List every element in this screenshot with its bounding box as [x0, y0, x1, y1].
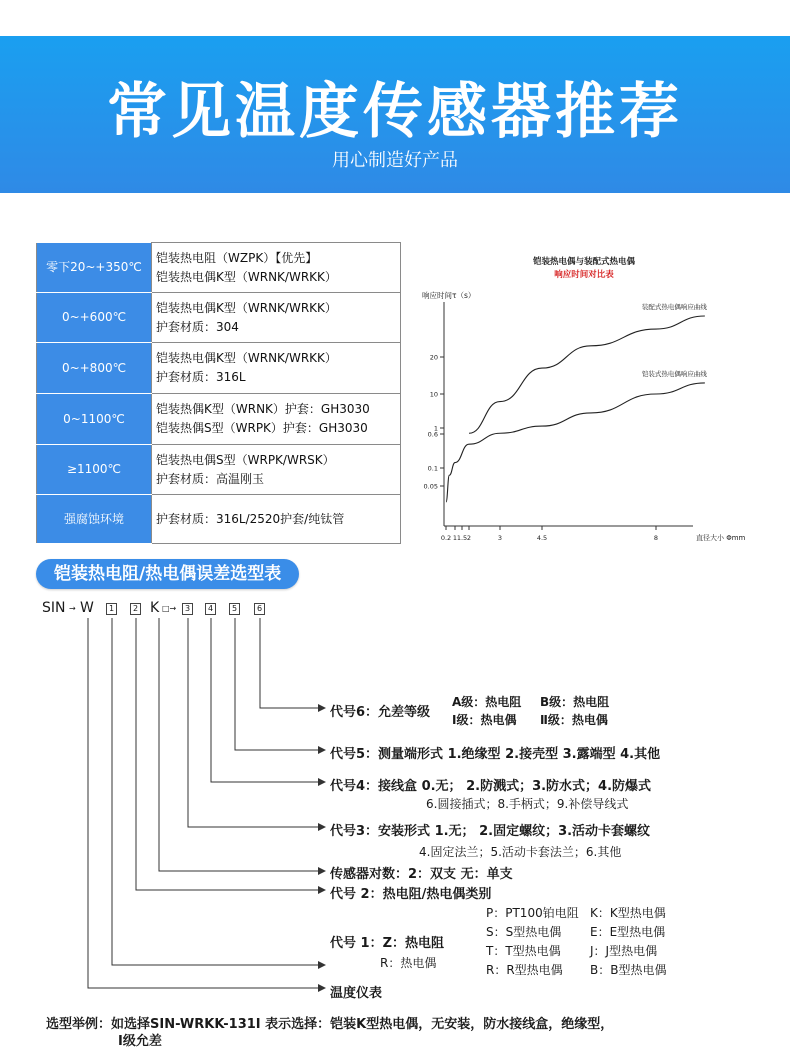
range-cell: 0~+600℃ — [37, 293, 152, 343]
connector-5 — [235, 618, 318, 750]
code-box-6: 6 — [254, 603, 265, 615]
connector-instrument — [88, 618, 318, 988]
range-cell: 0~+800℃ — [37, 343, 152, 394]
y-tick-label: 20 — [429, 353, 438, 362]
arrow-5 — [318, 746, 326, 754]
table-row — [37, 243, 401, 293]
x-tick-label: 1 — [452, 534, 458, 542]
spec-cell: 铠装热电偶K型（WRNK/WRKK） 护套材质：316L — [152, 343, 401, 394]
arrow-3 — [318, 823, 326, 831]
range-cell: 强腐蚀环境 — [37, 495, 152, 544]
range-cell: 0~1100℃ — [37, 394, 152, 445]
connector-1 — [112, 618, 318, 965]
code2-e: E：E型热电偶 — [590, 925, 666, 939]
code-box-4: 4 — [205, 603, 216, 615]
code2-p: P：PT100铂电阻 — [486, 906, 579, 920]
connector-3 — [188, 618, 318, 827]
y-tick-label: 1 — [433, 424, 438, 433]
table-row — [37, 394, 401, 445]
spec-cell: 铠装热偶K型（WRNK）护套：GH3030 铠装热偶S型（WRPK）护套：GH3030 — [152, 394, 401, 445]
model-w: W — [80, 600, 94, 616]
selection-diagram — [0, 590, 790, 1010]
sensor-pairs: 传感器对数：2：双支 无：单支 — [330, 867, 513, 882]
instrument-label: 温度仪表 — [330, 986, 383, 1001]
code1-z: 代号 1：Z：热电阻 — [330, 936, 444, 951]
code2-t: T：T型热电偶 — [486, 944, 561, 958]
table-row — [37, 293, 401, 343]
range-cell: ≥1100℃ — [37, 445, 152, 495]
code4-line2: 6.圆接插式；8.手柄式；9.补偿导线式 — [426, 797, 629, 811]
x-tick-label: 8 — [653, 534, 659, 542]
spec-cell: 铠装热电阻（WZPK）【优先】 铠装热电偶K型（WRNK/WRKK） — [152, 243, 401, 293]
example-line2: Ⅰ级允差 — [118, 1034, 162, 1049]
page-title: 常见温度传感器推荐 — [107, 77, 683, 147]
arrow-4 — [318, 778, 326, 786]
model-prefix: SIN — [42, 600, 66, 616]
series-line-armored — [446, 383, 705, 502]
code2-k: K：K型热电偶 — [590, 906, 666, 920]
code6-b: B级：热电阻 — [540, 695, 610, 709]
series-label: 铠装式热电偶响应曲线 — [641, 369, 707, 378]
section-title: 铠装热电阻/热电偶误差选型表 — [36, 559, 299, 589]
table-row — [37, 343, 401, 394]
connector-6 — [260, 618, 318, 708]
table-row — [37, 495, 401, 544]
selection-example — [46, 1016, 746, 1050]
connector-2 — [136, 618, 318, 890]
code1-r: R：热电偶 — [380, 956, 437, 970]
y-tick-label: 0.6 — [427, 430, 438, 439]
code3-line1: 代号3：安装形式 1.无； 2.固定螺纹；3.活动卡套螺纹 — [330, 824, 651, 839]
chart-title: 铠装热电偶与装配式热电偶 — [532, 257, 636, 267]
code2-j: J：J型热电偶 — [590, 944, 658, 958]
spec-cell: 护套材质：316L/2520护套/纯钛管 — [152, 495, 401, 544]
code2-label: 代号 2：热电阻/热电偶类别 — [330, 887, 492, 902]
chart-subtitle: 响应时间对比表 — [554, 270, 614, 280]
code3-line2: 4.固定法兰；5.活动卡套法兰；6.其他 — [419, 845, 622, 859]
code2-s: S：S型热电偶 — [486, 925, 562, 939]
arrow-6 — [318, 704, 326, 712]
table-row — [37, 445, 401, 495]
connector-sensor — [159, 618, 318, 871]
arrow-sensor — [318, 867, 326, 875]
code6-a: A级：热电阻 — [452, 695, 522, 709]
y-tick-label: 0.05 — [423, 482, 438, 491]
spec-table — [36, 242, 401, 544]
code-box-2: 2 — [130, 603, 141, 615]
code6-label: 代号6：允差等级 — [330, 705, 431, 720]
model-k: K — [150, 600, 160, 616]
range-cell: 零下20~+350℃ — [37, 243, 152, 293]
arrow-2 — [318, 886, 326, 894]
x-tick-label: 0.2 — [440, 534, 452, 542]
y-tick-label: 0.1 — [427, 464, 438, 473]
x-tick-label: 1.5 — [456, 534, 468, 542]
series-label: 装配式热电偶响应曲线 — [641, 303, 707, 311]
x-tick-label: 4.5 — [536, 534, 548, 542]
y-tick-label: 10 — [429, 390, 438, 399]
x-tick-label: 3 — [497, 534, 503, 542]
y-axis-label: 响应时间τ（s） — [422, 291, 476, 300]
code2-r: R：R型热电偶 — [486, 963, 563, 977]
code6-i: Ⅰ级：热电偶 — [452, 713, 517, 727]
code-box-3: 3 — [182, 603, 193, 615]
arrow-instrument — [318, 984, 326, 992]
code6-ii: Ⅱ级：热电偶 — [540, 713, 608, 727]
spec-cell: 铠装热电偶S型（WRPK/WRSK） 护套材质：高温刚玉 — [152, 445, 401, 495]
code5: 代号5：测量端形式 1.绝缘型 2.接壳型 3.露端型 4.其他 — [330, 747, 661, 762]
code2-b: B：B型热电偶 — [590, 963, 667, 977]
header-banner — [0, 36, 790, 193]
x-tick-label: 2 — [466, 534, 472, 542]
example-line1: 选型举例：如选择SIN-WRKK-131Ⅰ 表示选择：铠装K型热电偶，无安装，防水接线盒，绝缘型， — [46, 1017, 614, 1032]
connector-4 — [211, 618, 318, 782]
code4-line1: 代号4：接线盒 0.无； 2.防溅式；3.防水式；4.防爆式 — [330, 779, 652, 794]
dash-2: □→ — [162, 604, 177, 613]
page-subtitle: 用心制造好产品 — [332, 150, 458, 171]
code-box-5: 5 — [229, 603, 240, 615]
code-box-1: 1 — [106, 603, 117, 615]
spec-cell: 铠装热电偶K型（WRNK/WRKK） 护套材质：304 — [152, 293, 401, 343]
response-time-chart — [408, 250, 778, 550]
arrow-1 — [318, 961, 326, 969]
x-axis-label: 直径大小 Φmm — [696, 534, 746, 542]
dash-1: → — [69, 604, 76, 613]
